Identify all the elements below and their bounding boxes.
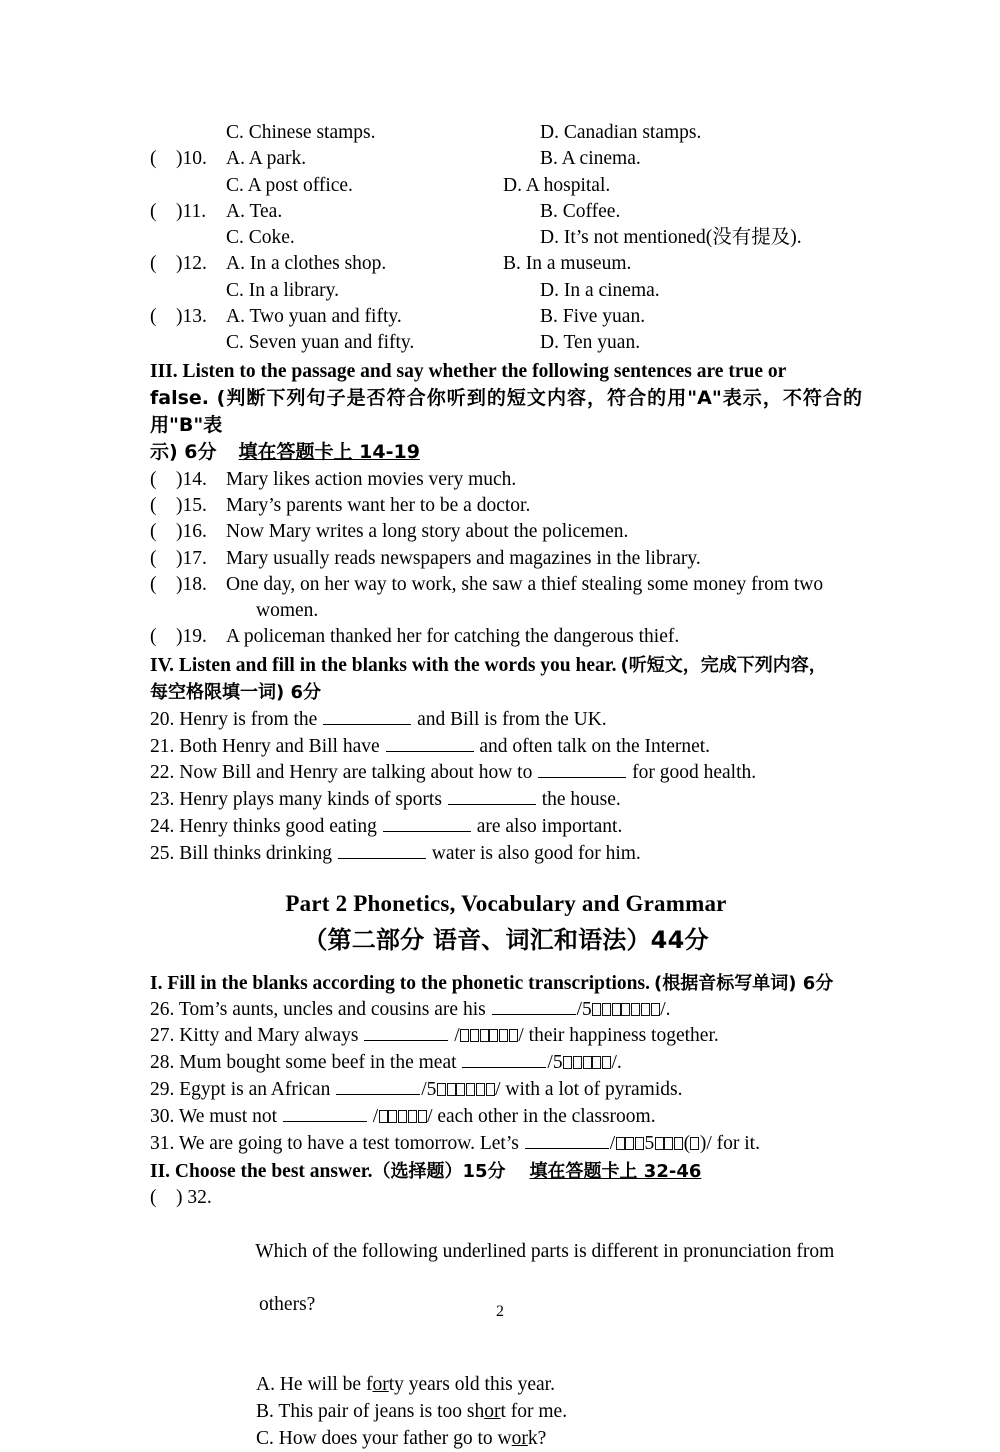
listening-choice-row xyxy=(150,225,862,251)
true-false-item-text-cont: women. xyxy=(256,600,319,622)
fill-blank-text-after: are also important. xyxy=(471,815,623,837)
listening-choice-row xyxy=(150,199,862,225)
option-underlined-part: or xyxy=(372,1374,389,1396)
listening-choice-row xyxy=(150,330,862,356)
answer-blank[interactable] xyxy=(462,1051,546,1068)
true-false-item xyxy=(150,519,862,545)
phonetic-glyph-box xyxy=(635,1137,644,1150)
section-iii-heading-line2-text: false. (判断下列句子是否符合你听到的短文内容，符合的用"A"表示，不符合的用"B"表 xyxy=(150,386,862,436)
item-number: 23. xyxy=(150,789,180,811)
choice-option[interactable]: C. Coke. xyxy=(226,227,295,249)
true-false-item-text: A policeman thanked her for catching the dangerous thief. xyxy=(226,626,680,648)
section-iv-heading-en: IV. Listen and fill in the blanks with the words you hear. xyxy=(150,654,617,676)
true-false-item-text: Mary usually reads newspapers and magazines in the library. xyxy=(226,547,701,569)
phonetic-transcription-open: / xyxy=(449,1025,460,1047)
phonetic-glyph-box xyxy=(655,1137,664,1150)
answer-blank[interactable] xyxy=(538,761,626,778)
answer-bracket-14[interactable]: ( )14. xyxy=(150,468,207,490)
phonetic-glyph-box xyxy=(616,1137,625,1150)
section-iii-heading-line1-text: III. Listen to the passage and say whether the following sentences are true or xyxy=(150,360,787,382)
part2-title-en-text: Part 2 Phonetics, Vocabulary and Grammar xyxy=(285,890,727,916)
fill-blank-text-before: Henry thinks good eating xyxy=(179,815,382,837)
listening-choice-row xyxy=(150,173,862,199)
phonetic-text-after: each other in the classroom. xyxy=(432,1105,656,1127)
phonetic-transcription-open: / xyxy=(367,1105,379,1127)
item-number: 28. xyxy=(150,1052,180,1074)
phonetic-glyph-box xyxy=(460,1029,469,1042)
listening-choice-row xyxy=(150,120,862,146)
item-number: 21. xyxy=(150,735,180,757)
part2-section-ii-answer-card-note: 填在答题卡上 32-46 xyxy=(529,1161,702,1183)
phonetic-transcription-open: /5 xyxy=(576,998,592,1020)
option-text-before: This pair of jeans is too sh xyxy=(278,1400,485,1422)
answer-blank[interactable] xyxy=(386,735,474,752)
phonetic-item xyxy=(150,1077,862,1104)
choice-option[interactable]: C. Seven yuan and fifty. xyxy=(226,332,415,354)
fill-blank-text-before: Henry is from the xyxy=(179,708,323,730)
phonetic-glyph-box xyxy=(631,1003,640,1016)
phonetic-item xyxy=(150,1104,862,1131)
phonetic-transcription-close: / xyxy=(706,1132,712,1154)
answer-blank[interactable] xyxy=(364,1024,448,1041)
answer-bracket-13[interactable]: ( )13. xyxy=(150,306,207,328)
fill-blank-text-after: for good health. xyxy=(627,762,757,784)
section-iv-heading-line1 xyxy=(150,652,862,679)
answer-bracket-15[interactable]: ( )15. xyxy=(150,494,207,516)
true-false-item xyxy=(150,572,862,625)
item-number: 24. xyxy=(150,815,180,837)
question-32-option[interactable] xyxy=(150,1399,862,1426)
fill-blank-text-after: and Bill is from the UK. xyxy=(412,708,607,730)
option-underlined-part: or xyxy=(511,1427,528,1449)
item-number: 30. xyxy=(150,1105,179,1127)
section-iii-heading-line2 xyxy=(150,385,862,439)
fill-blank-text-after: water is also good for him. xyxy=(426,842,641,864)
option-text-before: How does your father go to w xyxy=(278,1427,512,1449)
phonetic-glyph-box xyxy=(641,1003,650,1016)
phonetic-glyph-box xyxy=(592,1056,601,1069)
answer-bracket-16[interactable]: ( )16. xyxy=(150,521,207,543)
option-text-before: He will be f xyxy=(279,1374,373,1396)
fill-blank-text-after: and often talk on the Internet. xyxy=(474,735,711,757)
phonetic-glyph-box xyxy=(456,1083,465,1096)
fill-blank-item xyxy=(150,841,862,868)
choice-option[interactable]: D. In a cinema. xyxy=(540,279,660,301)
choice-option[interactable]: B. Coffee. xyxy=(540,200,621,222)
phonetic-transcription xyxy=(368,1106,433,1127)
question-32-checkbox-tag[interactable]: ( ) 32. xyxy=(150,1187,212,1209)
phonetic-glyph-box xyxy=(398,1110,407,1123)
option-underlined-part: or xyxy=(484,1400,501,1422)
spacer xyxy=(150,959,862,970)
phonetic-transcription xyxy=(421,1079,500,1100)
phonetic-text-after: their happiness together. xyxy=(523,1025,719,1047)
phonetic-glyph-box xyxy=(621,1003,630,1016)
item-number: 26. xyxy=(150,998,179,1020)
item-number: 31. xyxy=(150,1132,179,1154)
part2-section-ii-heading xyxy=(150,1158,862,1185)
part2-title-cn xyxy=(150,921,862,959)
phonetic-transcription-open: / xyxy=(609,1132,616,1154)
phonetic-glyph-box xyxy=(563,1056,572,1069)
answer-blank[interactable] xyxy=(492,998,576,1015)
listening-choice-row xyxy=(150,251,862,277)
phonetic-glyph-box xyxy=(447,1083,456,1096)
phonetic-paren-close: ) xyxy=(699,1132,707,1154)
phonetic-transcription xyxy=(577,999,671,1020)
phonetic-transcription-open: /5 xyxy=(421,1078,437,1100)
part2-title-cn-text: （第二部分 语音、词汇和语法）44分 xyxy=(303,925,709,954)
page-number xyxy=(0,1303,1000,1321)
answer-blank[interactable] xyxy=(383,815,471,832)
choice-option[interactable]: A. Two yuan and fifty. xyxy=(226,306,402,328)
section-iv-heading-line2 xyxy=(150,679,862,706)
fill-blank-item xyxy=(150,814,862,841)
answer-bracket-19[interactable]: ( )19. xyxy=(150,626,207,648)
answer-bracket-18[interactable]: ( )18. xyxy=(150,573,207,595)
choice-option[interactable]: C. In a library. xyxy=(226,279,339,301)
true-false-item xyxy=(150,546,862,572)
phonetic-glyph-box xyxy=(602,1003,611,1016)
question-32 xyxy=(150,1185,862,1372)
phonetic-transcription xyxy=(547,1052,621,1073)
answer-blank[interactable] xyxy=(283,1105,367,1122)
part2-section-ii-heading-cn: （选择题）15分 xyxy=(372,1161,506,1183)
answer-blank[interactable] xyxy=(323,708,411,725)
listening-choice-row xyxy=(150,146,862,172)
section-iii-heading-line3 xyxy=(150,439,862,466)
choice-option[interactable]: B. Five yuan. xyxy=(540,306,646,328)
phonetic-glyph-box xyxy=(612,1003,621,1016)
phonetic-text-before: Kitty and Mary always xyxy=(179,1025,364,1047)
phonetic-transcription xyxy=(610,1133,712,1154)
question-32-stem-line1: Which of the following underlined parts is different in pronunciation from xyxy=(255,1240,835,1262)
true-false-item xyxy=(150,467,862,493)
part2-section-i-heading xyxy=(150,970,862,997)
true-false-item-text: Mary likes action movies very much. xyxy=(226,468,517,490)
phonetic-item-list xyxy=(150,997,862,1158)
phonetic-glyph-box xyxy=(602,1056,611,1069)
choice-option[interactable]: B. In a museum. xyxy=(503,253,632,275)
phonetic-glyph-box xyxy=(651,1003,660,1016)
page-content xyxy=(150,120,862,1452)
part2-title-en xyxy=(150,887,862,921)
spacer xyxy=(150,868,862,887)
choice-option[interactable]: A. In a clothes shop. xyxy=(226,253,387,275)
option-text-after: ty years old this year. xyxy=(388,1374,555,1396)
phonetic-glyph-box xyxy=(690,1137,699,1150)
phonetic-item xyxy=(150,997,862,1024)
phonetic-glyph-box xyxy=(418,1110,427,1123)
phonetic-transcription-close: /. xyxy=(611,1052,622,1074)
phonetic-glyph-box xyxy=(470,1029,479,1042)
true-false-item xyxy=(150,624,862,650)
true-false-item-list xyxy=(150,467,862,651)
phonetic-transcription-close: / xyxy=(427,1105,433,1127)
section-iv-heading-cn1: (听短文，完成下列内容， xyxy=(620,654,827,676)
fill-blank-text-before: Now Bill and Henry are talking about how to xyxy=(179,762,538,784)
section-iv-heading xyxy=(150,652,862,706)
phonetic-glyph-box xyxy=(408,1110,417,1123)
item-number: 22. xyxy=(150,762,180,784)
fill-blank-item xyxy=(150,734,862,761)
choice-option[interactable]: D. Canadian stamps. xyxy=(540,122,702,143)
phonetic-text-before: Tom’s aunts, uncles and cousins are his xyxy=(178,998,491,1020)
phonetic-glyph-box xyxy=(573,1056,582,1069)
fill-blank-item xyxy=(150,760,862,787)
phonetic-glyph-box xyxy=(664,1137,673,1150)
phonetic-transcription-close: / xyxy=(495,1078,501,1100)
part2-section-ii-heading-en: II. Choose the best answer. xyxy=(150,1161,373,1183)
question-32-option-list xyxy=(150,1372,862,1452)
phonetic-glyph-box xyxy=(499,1029,508,1042)
phonetic-item xyxy=(150,1023,862,1050)
answer-blank[interactable] xyxy=(336,1078,420,1095)
fill-blank-item xyxy=(150,787,862,814)
phonetic-glyph-box xyxy=(476,1083,485,1096)
option-label: B. xyxy=(256,1400,279,1422)
section-iii-score: 示) 6分 xyxy=(150,440,217,463)
answer-bracket-10[interactable]: ( )10. xyxy=(150,148,207,170)
phonetic-glyph-box xyxy=(437,1083,446,1096)
question-32-option[interactable] xyxy=(150,1372,862,1399)
section-iv-heading-cn2: 每空格限填一词) 6分 xyxy=(150,681,322,703)
phonetic-transcription-close: / xyxy=(518,1025,524,1047)
fill-blank-item xyxy=(150,707,862,734)
choice-option[interactable]: D. Ten yuan. xyxy=(540,332,641,354)
part2-section-i-heading-cn: (根据音标写单词) 6分 xyxy=(654,972,834,994)
phonetic-glyph: 5 xyxy=(644,1132,655,1154)
listening-choice-row xyxy=(150,304,862,330)
answer-blank[interactable] xyxy=(525,1132,609,1149)
section-iii-heading-line1 xyxy=(150,358,862,385)
phonetic-glyph-box xyxy=(388,1110,397,1123)
option-text-after: t for me. xyxy=(500,1400,568,1422)
fill-blank-text-before: Henry plays many kinds of sports xyxy=(179,789,447,811)
phonetic-transcription-open: /5 xyxy=(547,1052,563,1074)
choice-option[interactable]: A. A park. xyxy=(226,148,307,170)
true-false-item-text: One day, on her way to work, she saw a thief stealing some money from two xyxy=(226,573,824,595)
answer-blank[interactable] xyxy=(448,788,536,805)
fill-blank-text-before: Bill thinks drinking xyxy=(179,842,337,864)
listening-choice-row xyxy=(150,278,862,304)
item-number: 20. xyxy=(150,708,180,730)
listening-choice-list xyxy=(150,120,862,357)
choice-option[interactable]: B. A cinema. xyxy=(540,148,641,170)
phonetic-glyph-box xyxy=(674,1137,683,1150)
answer-bracket-12[interactable]: ( )12. xyxy=(150,253,207,275)
phonetic-glyph-box xyxy=(486,1083,495,1096)
fill-blank-item-list xyxy=(150,707,862,868)
phonetic-glyph-box xyxy=(625,1137,634,1150)
choice-option[interactable]: C. A post office. xyxy=(226,174,353,196)
phonetic-transcription xyxy=(449,1025,523,1046)
true-false-item-text: Mary’s parents want her to be a doctor. xyxy=(226,494,531,516)
phonetic-text-before: We must not xyxy=(178,1105,282,1127)
phonetic-glyph-box xyxy=(509,1029,518,1042)
fill-blank-text-after: the house. xyxy=(536,789,621,811)
phonetic-glyph-box xyxy=(583,1056,592,1069)
section-iii-heading xyxy=(150,358,862,466)
phonetic-item xyxy=(150,1131,862,1158)
question-32-option[interactable] xyxy=(150,1426,862,1452)
phonetic-paren-open: ( xyxy=(683,1132,691,1154)
phonetic-text-after: for it. xyxy=(711,1132,760,1154)
item-number: 29. xyxy=(150,1078,180,1100)
page-number-text: 2 xyxy=(496,1303,504,1320)
answer-bracket-11[interactable]: ( )11. xyxy=(150,200,207,222)
true-false-item xyxy=(150,493,862,519)
option-label: A. xyxy=(256,1374,280,1396)
part2-section-i-heading-en: I. Fill in the blanks according to the phonetic transcriptions. xyxy=(150,972,650,994)
question-32-stem-line2: others? xyxy=(259,1294,316,1316)
answer-blank[interactable] xyxy=(338,842,426,859)
item-number: 27. xyxy=(150,1025,180,1047)
phonetic-glyph-box xyxy=(592,1003,601,1016)
option-text-after: k? xyxy=(527,1427,547,1449)
phonetic-glyph-box xyxy=(466,1083,475,1096)
choice-option[interactable]: D. A hospital. xyxy=(503,174,611,196)
choice-option[interactable]: A. Tea. xyxy=(226,200,283,222)
section-iii-answer-card-note: 填在答题卡上 14-19 xyxy=(238,440,420,463)
true-false-item-text: Now Mary writes a long story about the policemen. xyxy=(226,521,629,543)
answer-bracket-17[interactable]: ( )17. xyxy=(150,547,207,569)
phonetic-glyph-box xyxy=(379,1110,388,1123)
phonetic-text-before: Mum bought some beef in the meat xyxy=(179,1052,462,1074)
option-label: C. xyxy=(256,1427,279,1449)
phonetic-text-before: We are going to have a test tomorrow. Let’s xyxy=(178,1132,524,1154)
item-number: 25. xyxy=(150,842,180,864)
phonetic-text-before: Egypt is an African xyxy=(179,1078,336,1100)
phonetic-glyph-box xyxy=(489,1029,498,1042)
phonetic-item xyxy=(150,1050,862,1077)
choice-option[interactable]: D. It’s not mentioned(没有提及). xyxy=(540,227,802,249)
phonetic-transcription-close: /. xyxy=(660,998,671,1020)
choice-option[interactable]: C. Chinese stamps. xyxy=(226,122,376,143)
phonetic-glyph-box xyxy=(480,1029,489,1042)
fill-blank-text-before: Both Henry and Bill have xyxy=(179,735,385,757)
phonetic-text-after: with a lot of pyramids. xyxy=(500,1078,683,1100)
